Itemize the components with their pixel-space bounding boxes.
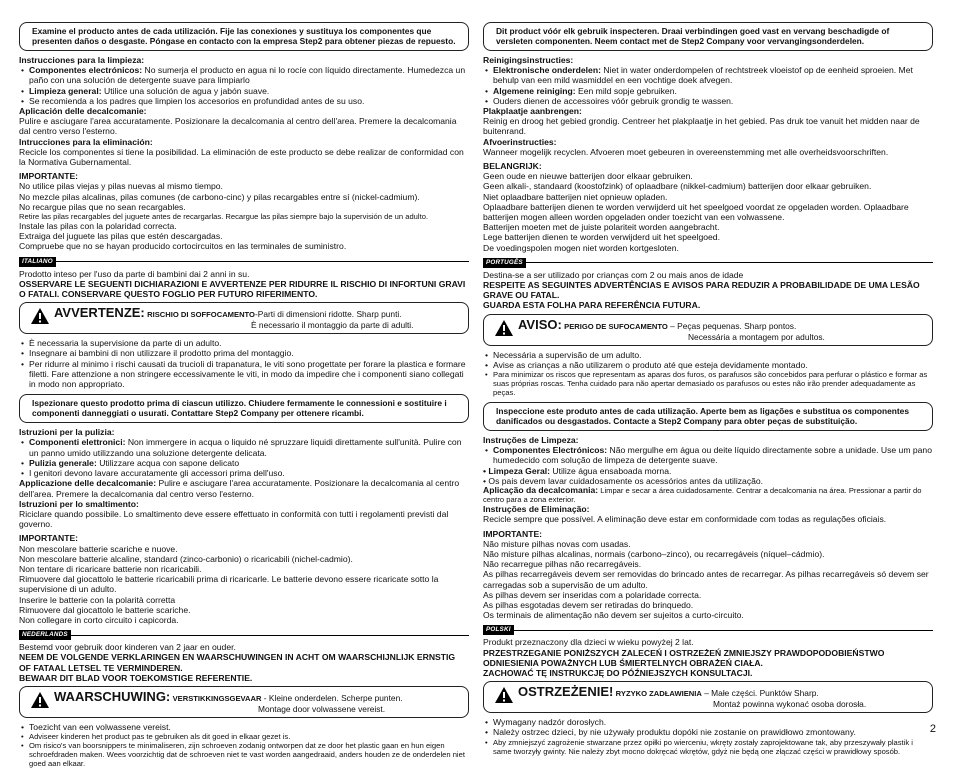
- decal-text-it: Pulire e asciugare l'area accuratamente. Posizionare la decalcomania al centro dell'area. Premere la decalcomania dal centro verso l'esterno.: [19, 478, 460, 499]
- inspection-notice-nl: Dit product vóór elk gebruik inspecteren. Draai verbindingen goed vast en vervang beschadigde of versleten componenten. Neem contact met de Step2 Company voor vervangingsonderdelen.: [483, 22, 933, 51]
- important-line-it: Non tentare di ricaricare batterie non ricaricabili.: [19, 563, 202, 574]
- cleaning-kids-pt: • Os pais devem lavar cuidadosamente os acessórios antes da utilização.: [483, 475, 764, 486]
- important-line-pt: As pilhas devem ser inseridas com a polaridade correcta.: [483, 589, 702, 600]
- warning-line-pt: – Peças pequenas. Sharp pontos.: [667, 320, 797, 331]
- disposal-text-pt: Recicle sempre que possível. A eliminação deve estar em conformidade com todas as regulações oficiais.: [483, 514, 887, 525]
- important-line-pt: As pilhas esgotadas devem ser retiradas do brinquedo.: [483, 599, 694, 610]
- electronics-text-pt: Não mergulhe em água ou deite líquido directamente sobre a unidade. Use um pano humedecido com solução de limpeza de detergente suave.: [493, 445, 932, 466]
- intro-bold-pl: ZACHOWAĆ TĘ INSTRUKCJĘ DO PÓŹNIEJSZYCH KONSULTACJI.: [483, 667, 753, 678]
- electronics-label-nl: Elektronische onderdelen:: [493, 65, 601, 76]
- important-line-es: No recargue pilas que no sean recargables.: [19, 201, 186, 212]
- warning-title-pl: OSTRZEŻENIE!: [518, 684, 614, 700]
- intro-it: Prodotto inteso per l'uso da parte di bambini dai 2 anni in su.: [19, 268, 250, 279]
- language-tag-pl: POLSKI: [483, 625, 514, 635]
- disposal-text-es: Recicle los componentes si tiene la posibilidad. La eliminación de este producto se debe realizar de conformidad con la Normativa Gubernamental.: [19, 146, 464, 168]
- important-line-pt: Não misture pilhas alcalinas, normais (carbono–zinco), ou recarregáveis (níquel–cádmio).: [483, 548, 825, 559]
- bullet-pl: • Wymagany nadzór dorosłych.: [483, 717, 933, 727]
- important-line-nl: Niet oplaadbare batterijen niet opnieuw opladen.: [483, 191, 668, 202]
- warning-box-nl: [19, 686, 469, 718]
- warning-triangle-icon: [30, 307, 50, 325]
- decal-title-es: Aplicación delle decalcomanie:: [19, 106, 147, 117]
- language-tag-nl: NEDERLANDS: [19, 630, 71, 640]
- important-line-es: No mezcle pilas alcalinas, pilas comunes (de carbono-cinc) y pilas recargables entre sí (nickel-cadmium).: [19, 191, 420, 202]
- bullet-pl: • Aby zmniejszyć zagrożenie stwarzane przez opiłki po wierceniu, wkręty zostały zaprojektowane tak, aby przeszywały plastik i same tworzyły gwinty. Nie należy zbyt mocno dokręcać wkrętów, gdyż nie będą one złączać części w prawidłowy sposób.: [483, 738, 933, 756]
- important-line-es: No utilice pilas viejas y pilas nuevas al mismo tiempo.: [19, 181, 223, 192]
- decal-title-pt: Aplicação da decalcomania:: [483, 485, 599, 496]
- page-number: 2: [929, 722, 936, 735]
- warning-line-it: -Parti di dimensioni ridotte. Sharp punti.: [254, 309, 402, 320]
- disposal-title-pt: Instruções de Eliminação:: [483, 504, 590, 515]
- important-line-es: Extraiga del juguete las pilas que estén descargadas.: [19, 231, 223, 242]
- important-line-it: Rimuovere dal giocattolo le batterie ricaricabili prima di ricaricarle. Le batterie devono essere ricaricate sotto la supervisione di un adulto.: [19, 574, 439, 595]
- general-label-pt: • Limpeza Geral:: [483, 465, 551, 476]
- important-line-it: Rimuovere dal giocattolo le batterie scariche.: [19, 604, 191, 615]
- language-tag-it: ITALIANO: [19, 257, 56, 267]
- cleaning-title-pt: Instruções de Limpeza:: [483, 435, 579, 446]
- bullet-pt: • Avise as crianças a não utilizarem o produto até que esteja devidamente montado.: [483, 360, 933, 370]
- warning-line-pl: – Małe części. Punktów Sharp.: [701, 688, 819, 699]
- cleaning-kids-es: • Se recomienda a los padres que limpien los accesorios en profundidad antes de su uso.: [19, 96, 469, 106]
- warning-line-pl: Montaż powinna wykonać osoba dorosła.: [713, 699, 867, 710]
- warning-line-it: È necessario il montaggio da parte di adulti.: [251, 320, 414, 331]
- cleaning-electronics-nl: [483, 65, 933, 85]
- general-text-es: Utilice una solución de agua y jabón suave.: [101, 85, 270, 96]
- warning-line-nl: Montage door volwassene vereist.: [258, 703, 386, 714]
- language-tag-pt: PORTUGÊS: [483, 258, 526, 268]
- bullet-pt: • Necessária a supervisão de um adulto.: [483, 350, 933, 360]
- warning-box-pl: [483, 681, 933, 713]
- important-line-pt: Não recarregue pilhas não recarregáveis.: [483, 559, 642, 570]
- cleaning-general-nl: [483, 86, 933, 96]
- cleaning-title-es: Instrucciones para la limpieza:: [19, 55, 145, 65]
- cleaning-general-es: [19, 86, 469, 96]
- electronics-text-it: Non immergere in acqua o liquido né spruzzare liquidi direttamente sull'unità. Pulire con un panno umido utilizzando una soluzione detergente delicata.: [29, 437, 462, 458]
- disposal-title-nl: Afvoerinstructies:: [483, 136, 557, 147]
- inspection-notice-pt: Inspeccione este produto antes de cada utilização. Aperte bem as ligações e substitua os componentes danificados ou desgastados. Contacte a Step2 Company para obter peças de substituição.: [483, 402, 933, 431]
- bullet-pt: • Para minimizar os riscos que representam as aparas dos furos, os parafusos são concebidos para perfurar o plástico e formar as suas próprias roscas. Tenha cuidado para não apertar demasiado os parafusos ou estes não irão prender adequadamente as peças.: [483, 370, 933, 397]
- cleaning-title-nl: Reinigingsinstructies:: [483, 55, 574, 65]
- cleaning-electronics-pt: [483, 445, 933, 465]
- important-line-it: Non mescolare batterie alcaline, standard (zinco-carbonio) o ricaricabili (nichel-cadmio).: [19, 553, 353, 564]
- decal-title-it: Applicazione delle decalcomanie:: [19, 478, 157, 489]
- important-title-es: IMPORTANTE:: [19, 171, 79, 182]
- important-line-nl: Oplaadbare batterijen dienen te worden verwijderd uit het speelgoed voordat ze opgeladen worden. Oplaadbare batterijen mogen alleen worden opgeladen onder toezicht van een volwassene.: [483, 201, 909, 223]
- right-column: [483, 22, 933, 756]
- left-column: [19, 22, 469, 768]
- bullet-it: • Insegnare ai bambini di non utilizzare il prodotto prima del montaggio.: [19, 348, 469, 358]
- important-line-es: Compruebe que no se hayan producido cortocircuitos en las terminales de suministro.: [19, 241, 347, 252]
- important-line-nl: Geen oude en nieuwe batterijen door elkaar gebruiken.: [483, 171, 693, 182]
- cleaning-kids-it: • I genitori devono lavare accuratamente gli accessori prima dell'uso.: [19, 468, 469, 478]
- bullet-nl: • Adviseer kinderen het product pas te gebruiken als dit goed in elkaar gezet is.: [19, 732, 469, 741]
- warning-box-pt: [483, 314, 933, 346]
- warning-subtitle-nl: VERSTIKKINGSGEVAAR: [172, 693, 262, 703]
- bullet-nl: • Toezicht van een volwassene vereist.: [19, 722, 469, 732]
- intro-bold-pt: RESPEITE AS SEGUINTES ADVERTÊNCIAS E AVISOS PARA REDUZIR A PROBABILIDADE DE UMA LESÃO GRAVE OU FATAL.: [483, 280, 920, 301]
- important-line-it: Inserire le batterie con la polarità corretta: [19, 594, 176, 605]
- language-divider-nl: [19, 630, 469, 640]
- intro-bold-nl: BEWAAR DIT BLAD VOOR TOEKOMSTIGE REFERENTIE.: [19, 672, 253, 683]
- cleaning-general-it: [19, 458, 469, 468]
- important-title-pt: IMPORTANTE:: [483, 528, 543, 539]
- general-label-nl: Algemene reiniging:: [493, 85, 576, 96]
- important-line-it: Non mescolare batterie scariche e nuove.: [19, 543, 178, 554]
- important-line-pt: Os terminais de alimentação não devem ser sujeitos a curto-circuito.: [483, 610, 744, 621]
- important-line-nl: Lege batterijen dienen te worden verwijderd uit het speelgoed.: [483, 232, 720, 243]
- electronics-text-nl: Niet in water onderdompelen of rechtstreek vloeistof op de eenheid sproeien. Met behulp van een mild wasmiddel en een vochtige doek afvegen.: [493, 65, 913, 86]
- cleaning-electronics-it: [19, 437, 469, 457]
- cleaning-title-it: Istruzioni per la pulizia:: [19, 427, 115, 438]
- warning-triangle-icon: [494, 686, 514, 704]
- general-text-it: Utilizzare acqua con sapone delicato: [96, 457, 240, 468]
- cleaning-electronics-es: [19, 65, 469, 85]
- inspection-notice-it: Ispezionare questo prodotto prima di ciascun utilizzo. Chiudere fermamente le connessioni e sostituire i componenti danneggiati o usurati. Contattare Step2 Company per ottenere ricambi.: [19, 394, 469, 423]
- important-line-es: Retire las pilas recargables del juguete antes de recargarlas. Recargue las pilas siempre bajo la supervisión de un adulto.: [19, 212, 429, 222]
- disposal-text-it: Riciclare quando possibile. Lo smaltimento deve essere effettuato in conformità con tutti i regolamenti previsti dal governo.: [19, 508, 449, 530]
- decal-text-pt: Limpar e secar a área cuidadosamente. Centrar a decalcomania na área. Pressionar a partir do centro para a zona exterior.: [483, 486, 922, 505]
- warning-subtitle-it: RISCHIO DI SOFFOCAMENTO: [147, 310, 255, 320]
- decal-title-nl: Plakplaatje aanbrengen:: [483, 106, 582, 117]
- bullet-it: • È necessaria la supervisione da parte di un adulto.: [19, 338, 469, 348]
- warning-line-nl: - Kleine onderdelen. Scherpe punten.: [261, 692, 403, 703]
- warning-triangle-icon: [494, 319, 514, 337]
- important-line-nl: Geen alkali-, standaard (koostofzink) of oplaadbare (nikkel-cadmium) batterijen door elkaar gebruiken.: [483, 181, 872, 192]
- important-line-pt: Não misture pilhas novas com usadas.: [483, 538, 631, 549]
- warning-title-nl: WAARSCHUWING:: [54, 688, 171, 704]
- disposal-text-nl: Wanneer mogelijk recyclen. Afvoeren moet gebeuren in overeenstemming met alle overheidsvoorschriften.: [483, 146, 889, 157]
- intro-pt: Destina-se a ser utilizado por crianças com 2 ou mais anos de idade: [483, 269, 744, 280]
- decal-pt: [483, 486, 933, 504]
- important-title-nl: BELANGRIJK:: [483, 161, 542, 172]
- important-line-pt: As pilhas recarregáveis devem ser removidas do brincado antes de recarregar. As pilhas recarregáveis só devem ser carregadas sob a supervisão de um adulto.: [483, 569, 929, 590]
- important-line-nl: De voedingspolen mogen niet worden kortgesloten.: [483, 242, 679, 253]
- intro-bold-pt: GUARDA ESTA FOLHA PARA REFERÊNCIA FUTURA.: [483, 300, 701, 311]
- important-line-es: Instale las pilas con la polaridad correcta.: [19, 221, 177, 232]
- decal-text-es: Pulire e asciugare l'area accuratamente. Posizionare la decalcomania al centro dell'area. Premere la decalcomania dal centro verso l'esterno.: [19, 116, 457, 137]
- electronics-text-es: No sumerja el producto en agua ni lo rocíe con líquido directamente. Humedezca un paño con una solución de detergente suave para limpiarlo: [29, 65, 466, 86]
- warning-subtitle-pl: RYZYKO ZADŁAWIENIA: [615, 689, 702, 699]
- intro-nl: Bestemd voor gebruik door kinderen van 2 jaar en ouder.: [19, 642, 236, 653]
- intro-bold-it: OSSERVARE LE SEGUENTI DICHIARAZIONI E AVVERTENZE PER RIDURRE IL RISCHIO DI INFORTUNI GRAVI O FATALI. CONSERVARE QUESTO FOGLIO PER FUTURO RIFERIMENTO.: [19, 278, 466, 300]
- warning-line-pt: Necessária a montagem por adultos.: [688, 331, 825, 342]
- decal-it: [19, 478, 469, 498]
- intro-pl: Produkt przeznaczony dla dzieci w wieku powyżej 2 lat.: [483, 637, 694, 648]
- language-divider-it: [19, 257, 469, 267]
- general-label-it: Pulizia generale:: [29, 457, 97, 468]
- general-text-nl: Een mild sopje gebruiken.: [575, 85, 677, 96]
- language-divider-pl: [483, 625, 933, 635]
- warning-triangle-icon: [30, 691, 50, 709]
- intro-bold-nl: NEEM DE VOLGENDE VERKLARINGEN EN WAARSCHUWINGEN IN ACHT OM WAARSCHIJNLIJK ERNSTIG OF FATAAL LETSEL TE VERMINDEREN.: [19, 652, 456, 673]
- important-line-it: Non collegare in corto circuito i capicorda.: [19, 614, 179, 625]
- electronics-label-pt: Componentes Electrónicos:: [493, 445, 608, 456]
- cleaning-general-pt: [483, 466, 933, 476]
- language-divider-pt: [483, 258, 933, 268]
- important-title-it: IMPORTANTE:: [19, 533, 79, 544]
- general-text-pt: Utilize água ensaboada morna.: [550, 465, 672, 476]
- cleaning-kids-nl: • Ouders dienen de accessoires vóór gebruik grondig te wassen.: [483, 96, 933, 106]
- disposal-title-it: Istruzioni per lo smaltimento:: [19, 498, 139, 509]
- warning-title-it: AVVERTENZE:: [54, 305, 145, 321]
- bullet-it: • Per ridurre al minimo i rischi causati da trucioli di trapanatura, le viti sono progettate per forare la plastica e formare filetti. Fare attenzione a non stringere eccessivamente le viti, in modo da impedire che i componenti siano collegati in modo non appropriato.: [19, 359, 469, 390]
- bullet-pl: • Należy ostrzec dzieci, by nie używały produktu dopóki nie zostanie on prawidłowo zmontowany.: [483, 727, 933, 737]
- warning-box-it: [19, 302, 469, 334]
- decal-text-nl: Reinig en droog het gebied grondig. Centreer het plakplaatje in het gebied. Pas druk toe vanuit het midden naar de buitenrand.: [483, 116, 920, 137]
- warning-subtitle-pt: PERIGO DE SUFOCAMENTO: [564, 321, 668, 331]
- disposal-title-es: Intrucciones para la eliminación:: [19, 136, 153, 147]
- important-line-nl: Batterijen moeten met de juiste polariteit worden aangebracht.: [483, 222, 720, 233]
- warning-title-pt: AVISO:: [518, 316, 562, 332]
- electronics-label-it: Componenti elettronici:: [29, 437, 126, 448]
- intro-bold-pl: PRZESTRZEGANIE PONIŻSZYCH ZALECEŃ I OSTRZEŻEŃ ZMNIEJSZY PRAWDOPODOBIEŃSTWO ODNIESIENIA POWAŻNYCH LUB ŚMIERTELNYCH OBRAŻEŃ CIAŁA.: [483, 647, 885, 668]
- inspection-notice-es: Examine el producto antes de cada utilización. Fije las conexiones y sustituya los componentes que presenten daños o desgaste. Póngase en contacto con la empresa Step2 para obtener piezas de repuesto.: [19, 22, 469, 51]
- general-label-es: Limpieza general:: [29, 85, 102, 96]
- bullet-nl: • Om risico's van boorsnippers te minimaliseren, zijn schroeven zodanig ontworpen dat ze door het plastic gaan en hun eigen schroefdraden maken. Wees voorzichtig dat de schroeven niet te vast worden aangedraaid, anders houden ze de onderdelen niet goed aan elkaar.: [19, 741, 469, 768]
- electronics-label-es: Componentes electrónicos:: [29, 65, 143, 76]
